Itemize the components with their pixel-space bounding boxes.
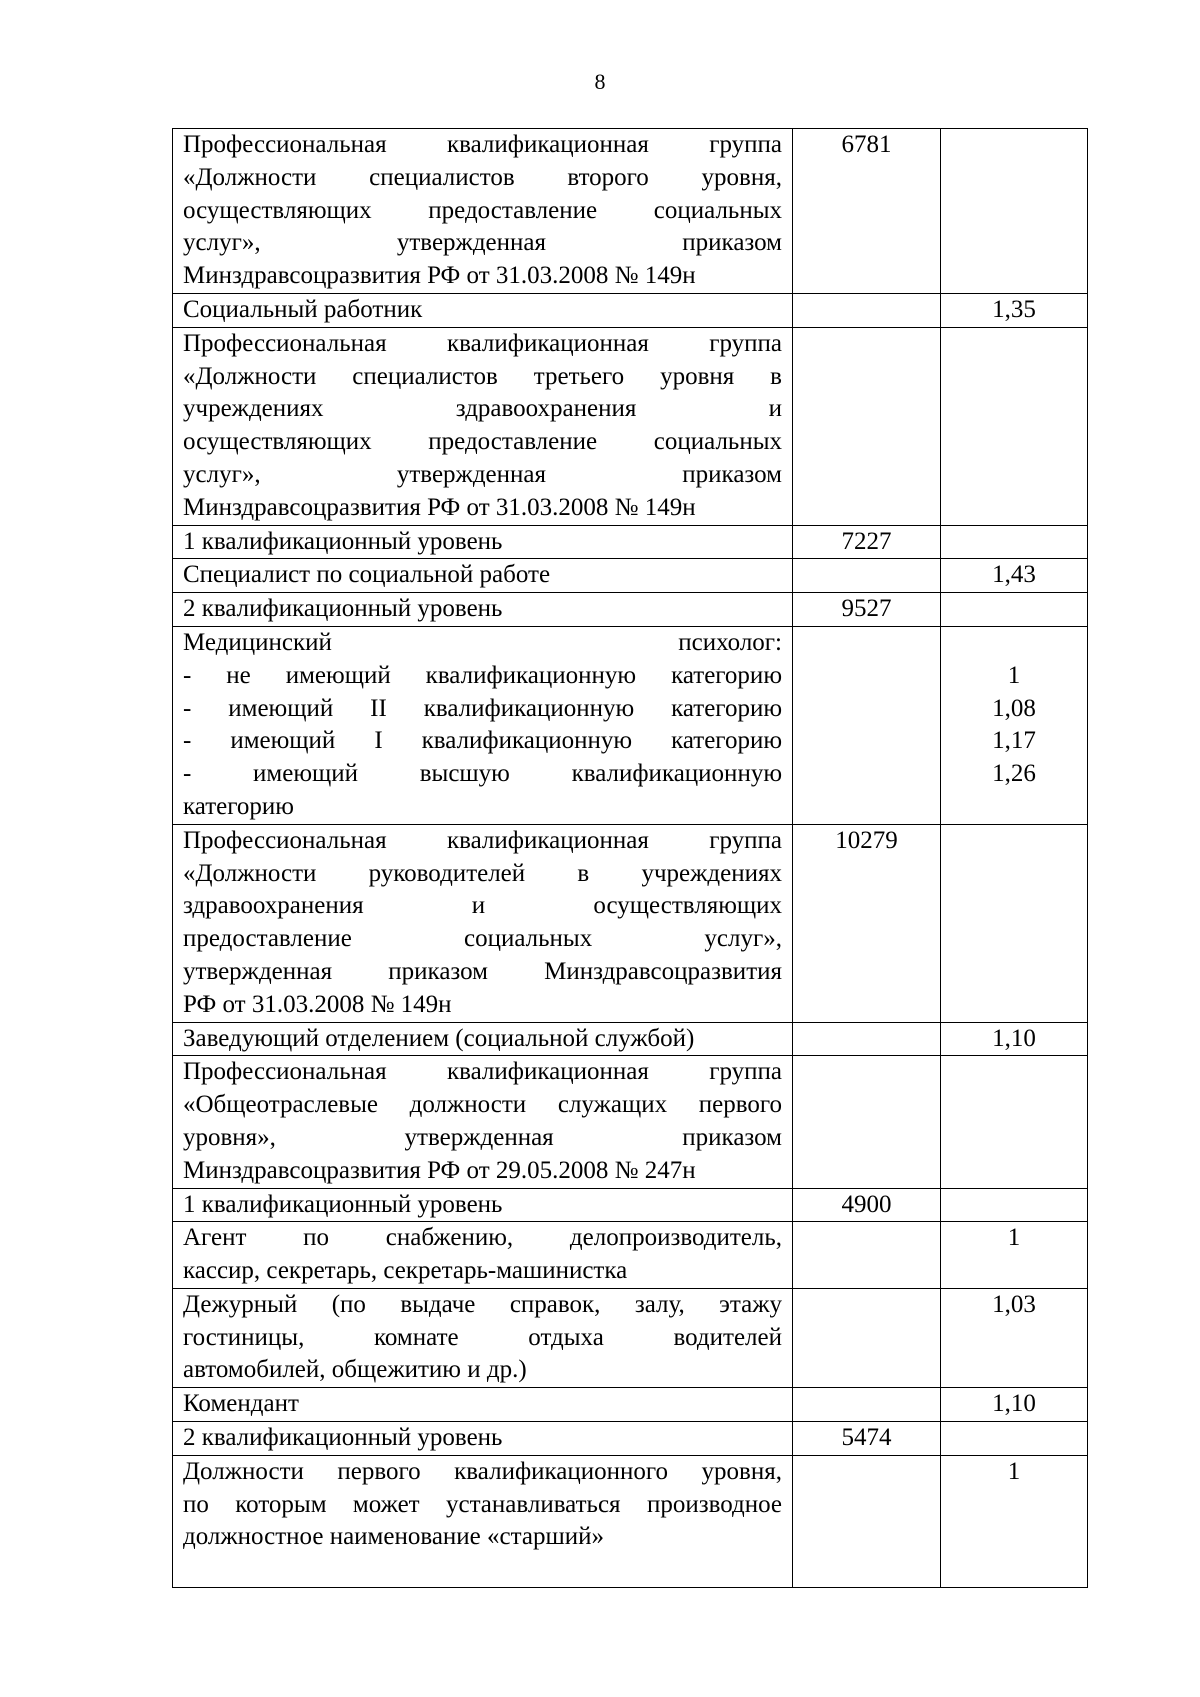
- table-row: [173, 327, 1088, 525]
- base-salary-cell: [793, 293, 941, 327]
- base-salary-cell: [793, 1056, 941, 1188]
- base-salary-cell: [793, 1455, 941, 1587]
- base-salary-cell: [793, 1288, 941, 1387]
- coefficient-value: 1,08: [992, 694, 1036, 722]
- position-line: здравоохранения и осуществляющих: [183, 892, 782, 920]
- base-salary-cell: 9527: [793, 593, 941, 627]
- position-line: предоставление социальных услуг»,: [183, 925, 782, 953]
- position-line: Должности первого квалификационного уровня,: [183, 1457, 782, 1485]
- table-row: [173, 1222, 1088, 1289]
- position-line: категорию: [183, 792, 294, 820]
- coefficient-cell: [941, 1422, 1088, 1456]
- position-line: Агент по снабжению, делопроизводитель,: [183, 1224, 782, 1252]
- position-line: автомобилей, общежитию и др.): [183, 1356, 527, 1384]
- position-line: 1 квалификационный уровень: [183, 527, 503, 555]
- position-line: «Должности специалистов третьего уровня в: [183, 362, 782, 390]
- position-line: Специалист по социальной работе: [183, 561, 551, 589]
- coefficient-value: 1,10: [992, 1390, 1036, 1418]
- position-line: - имеющий II квалификационную категорию: [183, 694, 782, 722]
- position-cell: [173, 1222, 793, 1289]
- coefficient-cell: [941, 1056, 1088, 1188]
- position-line: Дежурный (по выдаче справок, залу, этажу: [183, 1290, 782, 1318]
- table-row: [173, 1288, 1088, 1387]
- coefficient-value: 1,03: [992, 1290, 1036, 1318]
- position-line: Социальный работник: [183, 295, 423, 323]
- position-cell: [173, 1288, 793, 1387]
- coefficient-value: 1: [1007, 661, 1021, 689]
- coefficient-cell: [941, 1188, 1088, 1222]
- base-salary-cell: 4900: [793, 1188, 941, 1222]
- position-line: Минздравсоцразвития РФ от 31.03.2008 № 149н: [183, 493, 696, 521]
- position-line: утвержденная приказом Минздравсоцразвития: [183, 957, 782, 985]
- base-salary-cell: 5474: [793, 1422, 941, 1456]
- position-line: - имеющий высшую квалификационную: [183, 760, 782, 788]
- table-row: [173, 1422, 1088, 1456]
- coefficient-value: 1: [1007, 1224, 1021, 1252]
- coefficient-cell: [941, 824, 1088, 1022]
- position-line: Минздравсоцразвития РФ от 31.03.2008 № 149н: [183, 262, 696, 290]
- coefficient-value: 1: [1007, 1457, 1021, 1485]
- table-row: [173, 559, 1088, 593]
- position-line: Профессиональная квалификационная группа: [183, 329, 782, 357]
- position-cell: [173, 525, 793, 559]
- position-line: осуществляющих предоставление социальных: [183, 428, 782, 456]
- position-line: Медицинский психолог:: [183, 628, 782, 656]
- base-salary-cell: 7227: [793, 525, 941, 559]
- position-line: гостиницы, комнате отдыха водителей: [183, 1323, 782, 1351]
- position-cell: [173, 593, 793, 627]
- position-line: услуг», утвержденная приказом: [183, 229, 782, 257]
- position-cell: [173, 1455, 793, 1587]
- position-line: 1 квалификационный уровень: [183, 1190, 503, 1218]
- table-row: [173, 525, 1088, 559]
- table-row: [173, 824, 1088, 1022]
- base-salary-cell: 6781: [793, 129, 941, 294]
- page-number: 8: [594, 69, 606, 94]
- coefficient-cell: [941, 327, 1088, 525]
- position-line: «Общеотраслевые должности служащих первого: [183, 1091, 782, 1119]
- coefficient-value: 1,10: [992, 1024, 1036, 1052]
- position-cell: [173, 293, 793, 327]
- position-coefficient-table: [172, 128, 1088, 1588]
- position-cell: [173, 559, 793, 593]
- position-cell: [173, 1022, 793, 1056]
- coefficient-cell: [941, 559, 1088, 593]
- base-salary-cell: [793, 1222, 941, 1289]
- coefficient-cell: [941, 1288, 1088, 1387]
- position-line: осуществляющих предоставление социальных: [183, 196, 782, 224]
- table-row: [173, 1022, 1088, 1056]
- coefficient-value: 1,17: [992, 727, 1036, 755]
- position-line: - не имеющий квалификационную категорию: [183, 661, 782, 689]
- base-salary-cell: [793, 1388, 941, 1422]
- table-row: [173, 129, 1088, 294]
- position-line: учреждениях здравоохранения и: [183, 395, 782, 423]
- position-cell: [173, 824, 793, 1022]
- position-line: Заведующий отделением (социальной службой): [183, 1024, 695, 1052]
- position-line: Профессиональная квалификационная группа: [183, 1058, 782, 1086]
- base-salary-cell: [793, 327, 941, 525]
- table-row: [173, 593, 1088, 627]
- table-row: [173, 626, 1088, 824]
- coefficient-cell: [941, 129, 1088, 294]
- position-line: уровня», утвержденная приказом: [183, 1123, 782, 1151]
- position-line: кассир, секретарь, секретарь-машинистка: [183, 1257, 628, 1285]
- coefficient-cell: [941, 525, 1088, 559]
- coefficient-cell: [941, 1222, 1088, 1289]
- position-line: 2 квалификационный уровень: [183, 595, 503, 623]
- coefficient-cell: [941, 626, 1088, 824]
- coefficient-value: 1,35: [992, 295, 1036, 323]
- position-cell: [173, 1422, 793, 1456]
- position-line: Профессиональная квалификационная группа: [183, 826, 782, 854]
- position-line: Комендант: [183, 1390, 299, 1418]
- base-salary-cell: [793, 1022, 941, 1056]
- position-line: по которым может устанавливаться производное: [183, 1490, 782, 1518]
- table-row: [173, 293, 1088, 327]
- coefficient-cell: [941, 1022, 1088, 1056]
- position-line: услуг», утвержденная приказом: [183, 460, 782, 488]
- coefficient-value: 1,43: [992, 561, 1036, 589]
- position-cell: [173, 1188, 793, 1222]
- position-cell: [173, 1388, 793, 1422]
- position-line: должностное наименование «старший»: [183, 1523, 604, 1551]
- table-row: [173, 1455, 1088, 1587]
- position-line: «Должности специалистов второго уровня,: [183, 163, 782, 191]
- base-salary-cell: [793, 626, 941, 824]
- table-row: [173, 1188, 1088, 1222]
- coefficient-cell: [941, 593, 1088, 627]
- table-body: [173, 129, 1088, 1588]
- coefficient-cell: [941, 293, 1088, 327]
- position-cell: [173, 327, 793, 525]
- base-salary-cell: 10279: [793, 824, 941, 1022]
- table-row: [173, 1388, 1088, 1422]
- position-line: - имеющий I квалификационную категорию: [183, 727, 782, 755]
- coefficient-cell: [941, 1388, 1088, 1422]
- position-line: 2 квалификационный уровень: [183, 1424, 503, 1452]
- position-line: Профессиональная квалификационная группа: [183, 131, 782, 158]
- coefficient-cell: [941, 1455, 1088, 1587]
- position-line: «Должности руководителей в учреждениях: [183, 859, 782, 887]
- coefficient-value: 1,26: [992, 760, 1036, 788]
- position-cell: [173, 129, 793, 294]
- position-cell: [173, 1056, 793, 1188]
- table-row: [173, 1056, 1088, 1188]
- base-salary-cell: [793, 559, 941, 593]
- position-line: РФ от 31.03.2008 № 149н: [183, 990, 452, 1018]
- coefficient-value: [951, 627, 1077, 660]
- position-cell: [173, 626, 793, 824]
- position-line: Минздравсоцразвития РФ от 29.05.2008 № 247н: [183, 1156, 696, 1184]
